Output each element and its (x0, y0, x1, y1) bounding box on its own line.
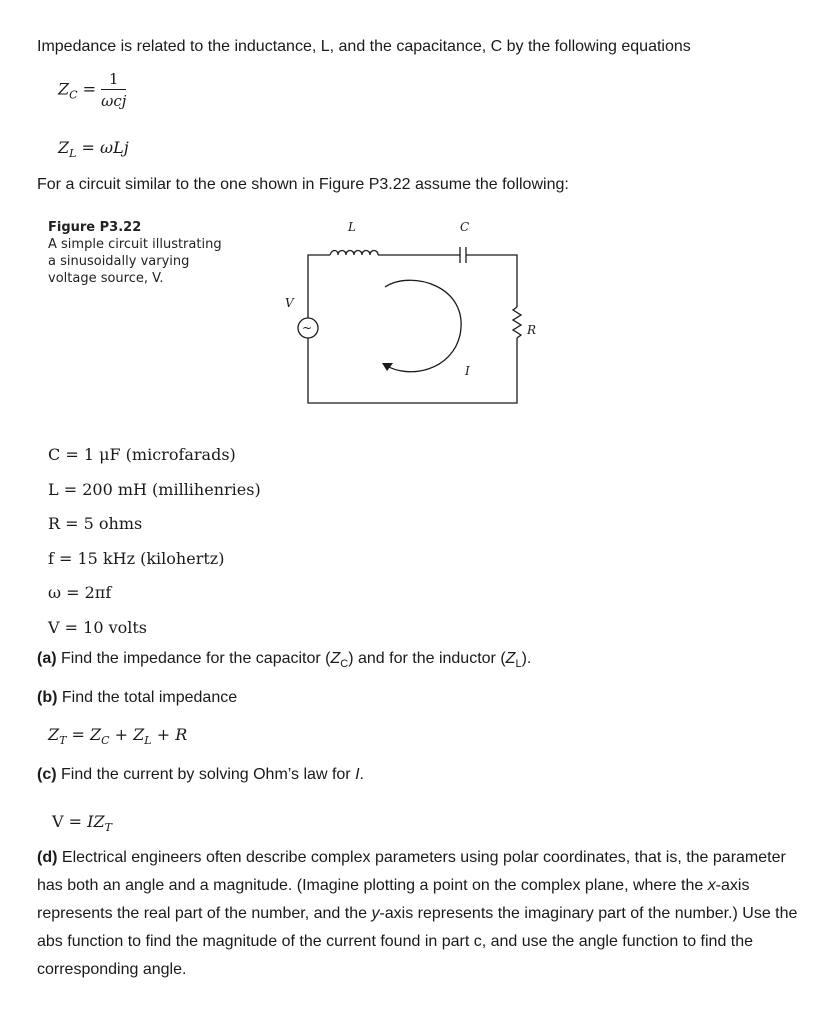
eq-zt-zc: Z (90, 725, 102, 744)
param-frequency: f = 15 kHz (kilohertz) (48, 548, 225, 568)
eq-zt-z: Z (48, 725, 60, 744)
label-inductor: L (348, 220, 356, 234)
param-resistance: R = 5 ohms (48, 514, 143, 534)
current-arc (385, 280, 461, 371)
resistor-symbol (513, 307, 521, 338)
eq-ohm-z: Z (93, 812, 105, 831)
eq-zt-r: R (175, 725, 188, 744)
param-capacitance: C = 1 μF (microfarads) (48, 445, 236, 464)
circuit-intro-text: For a circuit similar to the one shown in Figure P3.22 assume the following: (37, 176, 569, 193)
eq-zt-plus: + (109, 725, 134, 744)
part-c-text: Find the current by solving Ohm’s law for (61, 766, 356, 783)
label-voltage: V (285, 296, 294, 310)
label-resistor: R (527, 323, 537, 337)
eq-zt-equals: = (66, 725, 91, 744)
part-c-end: . (359, 766, 364, 783)
part-b-label: (b) (37, 689, 58, 706)
eq-zt-sub-t: T (59, 734, 67, 748)
part-d-x: x (707, 877, 716, 894)
inductor-symbol (330, 251, 378, 256)
eq-zc-sub: C (69, 88, 78, 102)
wire-left-top (308, 255, 330, 318)
equation-total-impedance (48, 725, 187, 747)
circuit-diagram (280, 215, 540, 410)
wire-right-top (466, 255, 517, 307)
part-a-zl: Z (505, 650, 516, 667)
equation-zc (58, 70, 126, 110)
eq-zt-plus: + (151, 725, 176, 744)
eq-zt-sub-l: L (144, 734, 152, 748)
eq-zc-lhs: Z (58, 79, 70, 99)
eq-ohm-v: V (52, 812, 64, 831)
current-arrowhead-icon (382, 363, 393, 371)
part-b-text: Find the total impedance (61, 689, 238, 706)
eq-zl-lhs: Z (58, 138, 70, 157)
part-d-text-3: -axis represents the imaginary part of the number.) Use the abs function to find the magnitude of the current found in part c, and use the angle function to find the corresponding angle. (37, 905, 798, 978)
part-a (37, 645, 817, 678)
eq-zc-denominator: ωcj (101, 92, 127, 110)
part-a-text-1: Find the impedance for the capacitor ( (61, 650, 331, 667)
wire-bottom (308, 338, 517, 403)
part-d-y: y (371, 905, 380, 922)
intro-text: Impedance is related to the inductance, L, and the capacitance, C by the following equations (37, 38, 691, 55)
part-c-label: (c) (37, 766, 57, 783)
eq-ohm-equals: = (63, 812, 88, 831)
equation-zl (58, 138, 129, 160)
eq-ohm-i: I (87, 812, 94, 831)
eq-zc-equals: = (82, 79, 97, 99)
part-c-var: I (355, 766, 360, 783)
part-d-text-1: Electrical engineers often describe complex parameters using polar coordinates, that is, the parameter has both an angle and a magnitude. (Imagine plotting a point on the complex plane, where the (37, 849, 786, 894)
param-omega: ω = 2πf (48, 583, 112, 603)
eq-ohm-sub-t: T (104, 821, 112, 835)
part-a-zc-sub: C (340, 658, 349, 671)
eq-zl-sub: L (69, 147, 77, 161)
eq-zt-sub-c: C (101, 734, 110, 748)
figure-title: Figure P3.22 (48, 220, 142, 235)
part-c (37, 761, 817, 789)
part-b (37, 684, 817, 712)
part-a-zl-sub: L (515, 658, 522, 671)
eq-zc-numerator: 1 (101, 70, 126, 90)
parameter-list (48, 438, 261, 646)
equation-ohms-law (52, 812, 112, 834)
part-d (37, 844, 807, 984)
param-inductance: L = 200 mH (millihenries) (48, 479, 261, 499)
eq-zl-rhs: = ωLj (81, 138, 129, 157)
source-tilde-icon: ~ (302, 321, 313, 335)
part-a-label: (a) (37, 650, 57, 667)
eq-zc-fraction (101, 70, 126, 110)
part-d-text-2: -axis represents the real part of the number, and the (37, 877, 750, 922)
label-current: I (465, 364, 470, 378)
figure-caption-line: voltage source, V. (48, 271, 164, 286)
label-capacitor: C (460, 220, 470, 234)
param-voltage: V = 10 volts (48, 617, 148, 637)
part-a-text-3: ). (521, 650, 532, 667)
figure-caption (48, 219, 248, 287)
part-a-zc: Z (330, 650, 341, 667)
figure-caption-line: A simple circuit illustrating (48, 237, 222, 252)
eq-zt-zl: Z (133, 725, 145, 744)
figure-caption-line: a sinusoidally varying (48, 254, 190, 269)
part-d-label: (d) (37, 849, 58, 866)
part-a-text-2: ) and for the inductor ( (348, 650, 506, 667)
